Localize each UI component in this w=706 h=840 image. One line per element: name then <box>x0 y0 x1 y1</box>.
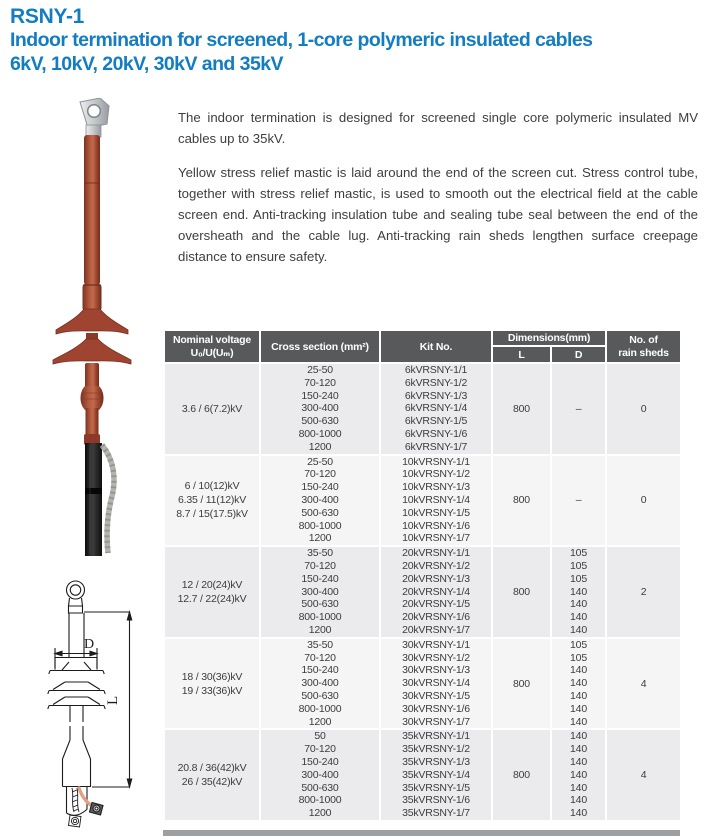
header-dimensions: Dimensions(mm) <box>491 331 605 347</box>
spec-row-1 <box>163 362 680 454</box>
kit-no-cell: 35kVRSNY-1/1 35kVRSNY-1/2 35kVRSNY-1/3 35kVRSNY-1/4 35kVRSNY-1/5 35kVRSNY-1/6 35kVRSNY-1/7 <box>379 728 491 820</box>
spec-table-header <box>163 331 680 362</box>
cable-lug-photo <box>80 98 109 137</box>
diagram-wire-lug <box>90 803 104 816</box>
diagram-rain-shed <box>48 697 105 709</box>
cross-section-cell: 35-50 70-120 150-240 300-400 500-630 800-1000 1200 <box>259 545 379 637</box>
product-photo-image <box>10 98 160 556</box>
voltage-cell: 6 / 10(12)kV 6.35 / 11(12)kV 8.7 / 15(17.5)kV <box>163 454 259 546</box>
rain-sheds-cell: 0 <box>605 362 680 454</box>
dimension-d-cell: 105 105 105 140 140 140 140 <box>550 545 605 637</box>
rain-sheds-photo <box>53 309 131 364</box>
header-kit-no: Kit No. <box>379 331 491 362</box>
diagram-lug-ring <box>67 581 85 599</box>
rain-sheds-cell: 4 <box>605 637 680 729</box>
diagram-rain-shed <box>49 658 104 675</box>
page-subtitle-line2: 6kV, 10kV, 20kV, 30kV and 35kV <box>10 52 284 75</box>
l-dimension-label: L <box>105 695 121 705</box>
diagram-rain-shed <box>48 682 105 694</box>
header-rain-sheds: No. of rain sheds <box>605 331 680 362</box>
description-block <box>178 107 698 280</box>
voltage-cell: 20.8 / 36(42)kV 26 / 35(42)kV <box>163 728 259 820</box>
cross-section-cell: 50 70-120 150-240 300-400 500-630 800-1000 1200 <box>259 728 379 820</box>
header-nominal-voltage: Nominal voltage U₀/U(Uₘ) <box>163 331 259 362</box>
header-dim-l: L <box>491 347 550 362</box>
description-paragraph-2: Yellow stress relief mastic is laid around the end of the screen cut. Stress control tube, together with stress relief mastic, is used to smooth out the electrical field at the cable screen end. Anti-tracking insulation tube and sealing tube seal between the end of the oversheath and the cable lug. Anti-tracking rain sheds lengthen surface creepage distance to ensure safety. <box>178 165 698 264</box>
cross-section-cell: 25-50 70-120 150-240 300-400 500-630 800-1000 1200 <box>259 362 379 454</box>
kit-no-cell: 20kVRSNY-1/1 20kVRSNY-1/2 20kVRSNY-1/3 20kVRSNY-1/4 20kVRSNY-1/5 20kVRSNY-1/6 20kVRSNY-1/7 <box>379 545 491 637</box>
spec-row-3 <box>163 545 680 637</box>
spec-row-5 <box>163 728 680 820</box>
dimension-d-cell: 140 140 140 140 140 140 140 <box>550 728 605 820</box>
dimension-l-cell: 800 <box>491 637 550 729</box>
kit-no-cell: 10kVRSNY-1/1 10kVRSNY-1/2 10kVRSNY-1/3 10kVRSNY-1/4 10kVRSNY-1/5 10kVRSNY-1/6 10kVRSNY-1/7 <box>379 454 491 546</box>
kit-no-cell: 6kVRSNY-1/1 6kVRSNY-1/2 6kVRSNY-1/3 6kVRSNY-1/4 6kVRSNY-1/5 6kVRSNY-1/6 6kVRSNY-1/7 <box>379 362 491 454</box>
spec-row-4 <box>163 637 680 729</box>
page-subtitle-line1: Indoor termination for screened, 1-core polymeric insulated cables <box>10 29 593 51</box>
diagram-earth-braid <box>69 788 82 827</box>
header-dim-d: D <box>550 347 605 362</box>
stress-control-tube-photo <box>81 363 104 445</box>
dimension-d-cell: – <box>550 362 605 454</box>
page-title: RSNY-1 <box>10 5 85 28</box>
table-bottom-bar <box>163 830 680 836</box>
description-paragraph-1: The indoor termination is designed for screened single core polymeric insulated MV cables up to 35kV. <box>178 110 698 146</box>
cross-section-cell: 35-50 70-120 150-240 300-400 500-630 800-1000 1200 <box>259 637 379 729</box>
cable-photo <box>85 443 102 556</box>
rain-sheds-cell: 2 <box>605 545 680 637</box>
spec-row-2 <box>163 454 680 546</box>
rain-sheds-cell: 4 <box>605 728 680 820</box>
voltage-cell: 12 / 20(24)kV 12.7 / 22(24)kV <box>163 545 259 637</box>
d-dimension-label: D <box>84 637 95 652</box>
dimension-diagram <box>25 557 160 839</box>
dimension-l-cell: 800 <box>491 728 550 820</box>
page-header <box>10 4 702 76</box>
dimension-d-cell: 105 105 140 140 140 140 140 <box>550 637 605 729</box>
dimension-d-cell: – <box>550 454 605 546</box>
rain-sheds-cell: 0 <box>605 454 680 546</box>
header-cross-section: Cross section (mm²) <box>259 331 379 362</box>
dimension-l-cell: 800 <box>491 545 550 637</box>
kit-no-cell: 30kVRSNY-1/1 30kVRSNY-1/2 30kVRSNY-1/3 30kVRSNY-1/4 30kVRSNY-1/5 30kVRSNY-1/6 30kVRSNY-1/7 <box>379 637 491 729</box>
diagram-earth-wire <box>79 788 93 807</box>
spec-table <box>163 331 680 820</box>
voltage-cell: 18 / 30(36)kV 19 / 33(36)kV <box>163 637 259 729</box>
voltage-cell: 3.6 / 6(7.2)kV <box>163 362 259 454</box>
dimension-l-cell: 800 <box>491 454 550 546</box>
spec-table-body <box>163 362 680 820</box>
anti-tracking-tube-photo <box>83 135 102 311</box>
cross-section-cell: 25-50 70-120 150-240 300-400 500-630 800-1000 1200 <box>259 454 379 546</box>
dimension-l-cell: 800 <box>491 362 550 454</box>
earth-braid-photo <box>102 445 114 553</box>
